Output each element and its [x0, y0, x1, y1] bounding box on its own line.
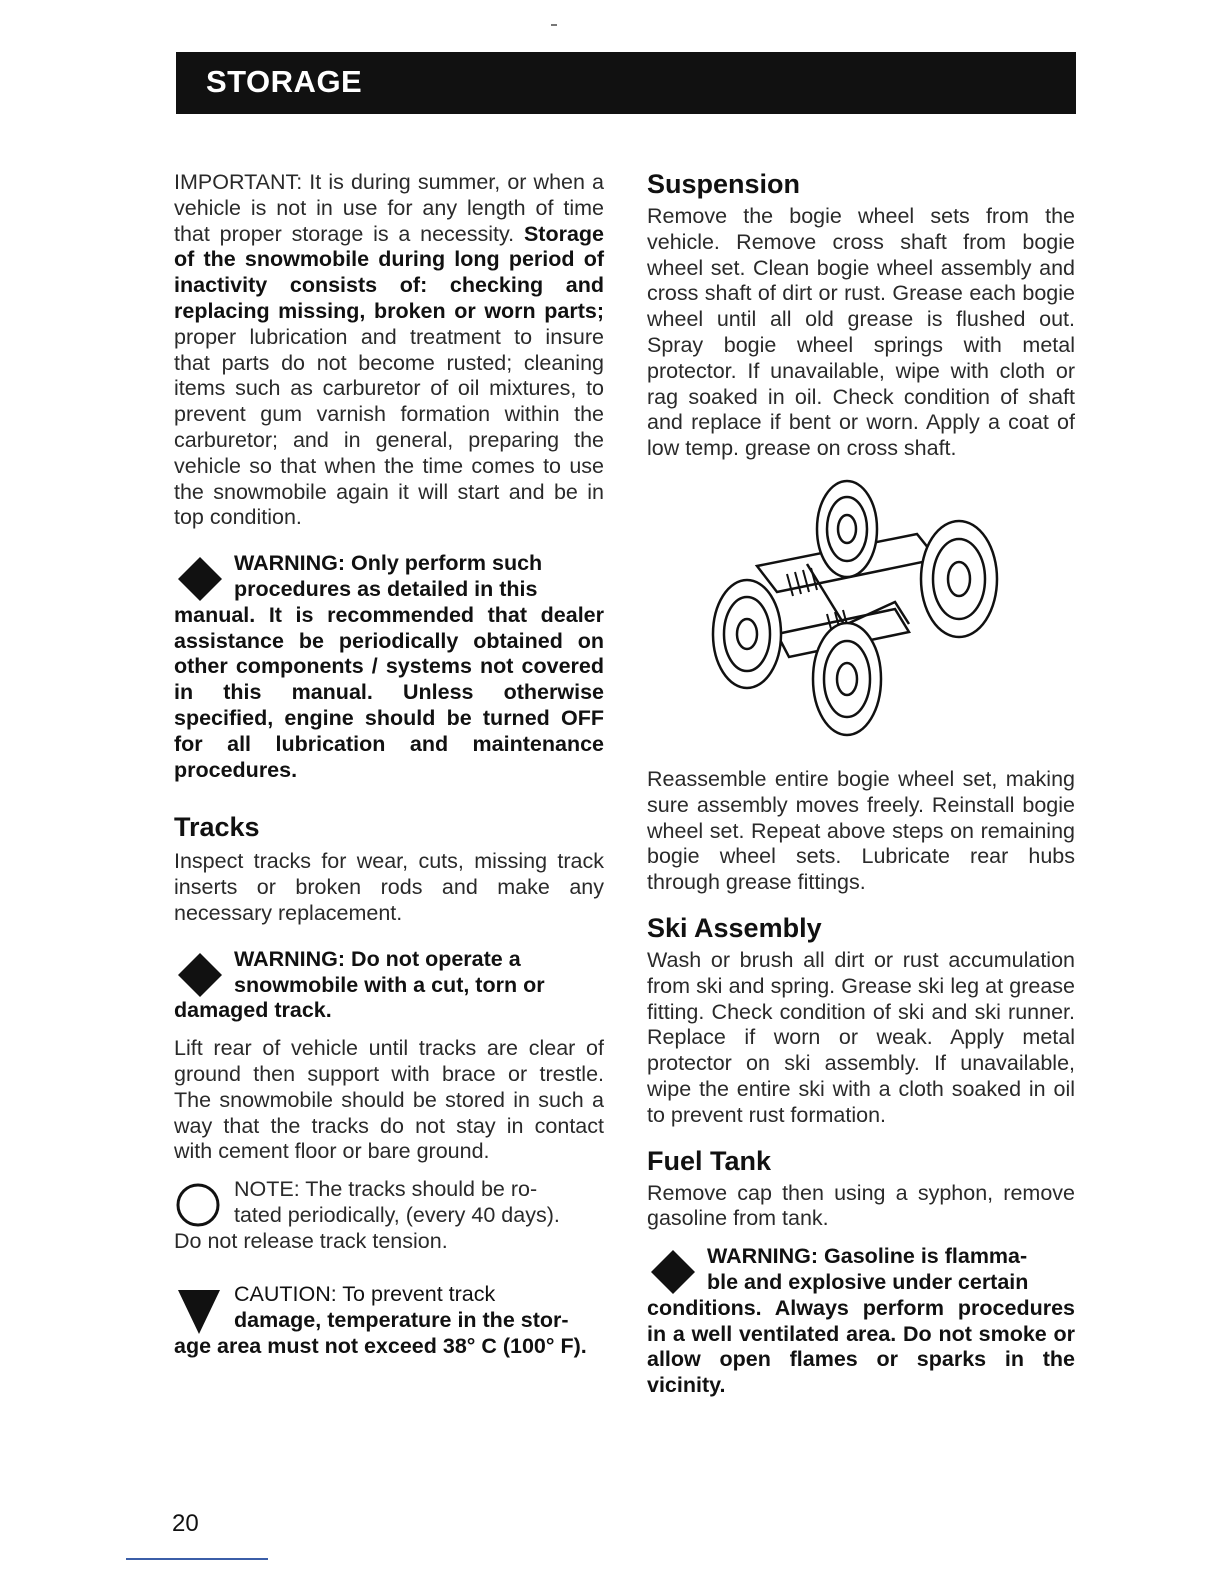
warning1-rest: manual. It is recommended that dealer assistance be periodically obtained on other components / systems not covered in this manual. Unless otherwise specified, engine should be turned OFF for all lubrication and maintenance procedures.: [174, 602, 604, 782]
footer-rule: [126, 1558, 268, 1560]
warning2-line2: snowmobile with a cut, torn or: [234, 972, 545, 997]
warning-notice-general: [174, 551, 604, 783]
important-paragraph: [174, 170, 604, 531]
warning3-line1: WARNING: Gasoline is flamma-: [707, 1244, 1028, 1269]
warning-diamond-icon: [174, 553, 230, 605]
note-line2: tated periodically, (every 40 days).: [234, 1202, 560, 1227]
caution-line1: CAUTION: To prevent track: [234, 1282, 496, 1307]
right-column: [647, 168, 1075, 1399]
bogie-wheel-illustration: [647, 474, 1075, 754]
ski-assembly-paragraph: Wash or brush all dirt or rust accumulation from ski and spring. Grease ski leg at grease fitting. Check condition of ski and ski runner. Replace if worn or weak. Apply metal protector on ski assembly. If unavailable, wipe the entire ski with a cloth soaked in oil to prevent rust formation.: [647, 947, 1075, 1127]
warning2-rest: damaged track.: [174, 998, 332, 1023]
warning3-line2: ble and explosive under certain: [707, 1269, 1029, 1294]
warning1-line2: procedures as detailed in this: [234, 576, 538, 601]
lift-paragraph: Lift rear of vehicle until tracks are clear of ground then support with brace or trestle. The snowmobile should be stored in such a way that the tracks do not stay in contact with cement floor or bare ground.: [174, 1036, 604, 1164]
warning-diamond-icon: [174, 949, 230, 1001]
intro-light-text: IMPORTANT: It is during summer, or when a vehicle is not in use for any length of time that proper storage is a necessity.: [174, 170, 604, 246]
page-title: STORAGE: [206, 64, 363, 99]
caution-block: [174, 1282, 604, 1359]
warning2-line1: WARNING: Do not operate a: [234, 946, 521, 971]
intro-bold-text: Storage of the snowmobile during long period of inactivity consists of: checking and replacing missing, broken or worn parts;: [174, 221, 604, 323]
caution-triangle-icon: [174, 1284, 230, 1336]
left-column: [174, 170, 604, 1360]
caution-rest: age area must not exceed 38° C (100° F).: [174, 1334, 587, 1359]
fuel-tank-paragraph: Remove cap then using a syphon, remove gasoline from tank.: [647, 1180, 1075, 1231]
page-number: 20: [172, 1510, 199, 1537]
warning-diamond-icon: [647, 1246, 703, 1298]
warning-notice-track: [174, 947, 604, 1024]
suspension-heading: Suspension: [647, 169, 801, 199]
warning-notice-gasoline: [647, 1244, 1075, 1399]
tracks-heading: Tracks: [174, 812, 260, 843]
scan-mark: [551, 24, 557, 26]
ski-assembly-heading: Ski Assembly: [647, 912, 822, 943]
note-block: [174, 1177, 604, 1254]
suspension-paragraph: Remove the bogie wheel sets from the vehicle. Remove cross shaft from bogie wheel set. Clean bogie wheel assembly and cross shaft of dirt or rust. Grease each bogie wheel until all old grease is flushed out. Spray bogie wheel springs with metal protector. If unavailable, wipe with cloth or rag soaked in oil. Check condition of shaft and replace if bent or worn. Apply a coat of low temp. grease on cross shaft.: [647, 204, 1075, 461]
warning3-rest: conditions. Always perform procedures in a well ventilated area. Do not smoke or allow open flames or sparks in the vicinity.: [647, 1295, 1075, 1398]
note-circle-icon: [174, 1179, 230, 1231]
note-rest: Do not release track tension.: [174, 1228, 448, 1253]
warning1-line1: WARNING: Only perform such: [234, 551, 543, 576]
fuel-tank-heading: Fuel Tank: [647, 1145, 772, 1176]
caution-line2: damage, temperature in the stor-: [234, 1308, 569, 1333]
reassemble-paragraph: Reassemble entire bogie wheel set, making sure assembly moves freely. Reinstall bogie wheel set. Repeat above steps on remaining bogie wheel sets. Lubricate rear hubs through grease fittings.: [647, 766, 1075, 895]
note-line1: NOTE: The tracks should be ro-: [234, 1177, 538, 1202]
tracks-paragraph: Inspect tracks for wear, cuts, missing track inserts or broken rods and make any necessary replacement.: [174, 849, 604, 925]
page-header: [176, 52, 1076, 114]
intro-rest-text: proper lubrication and treatment to insure that parts do not become rusted; cleaning items such as carburetor of oil mixtures, to prevent gum varnish formation within the carburetor; and in general, preparing the vehicle so that when the time comes to use the snowmobile again it will start and be in top condition.: [174, 324, 604, 530]
